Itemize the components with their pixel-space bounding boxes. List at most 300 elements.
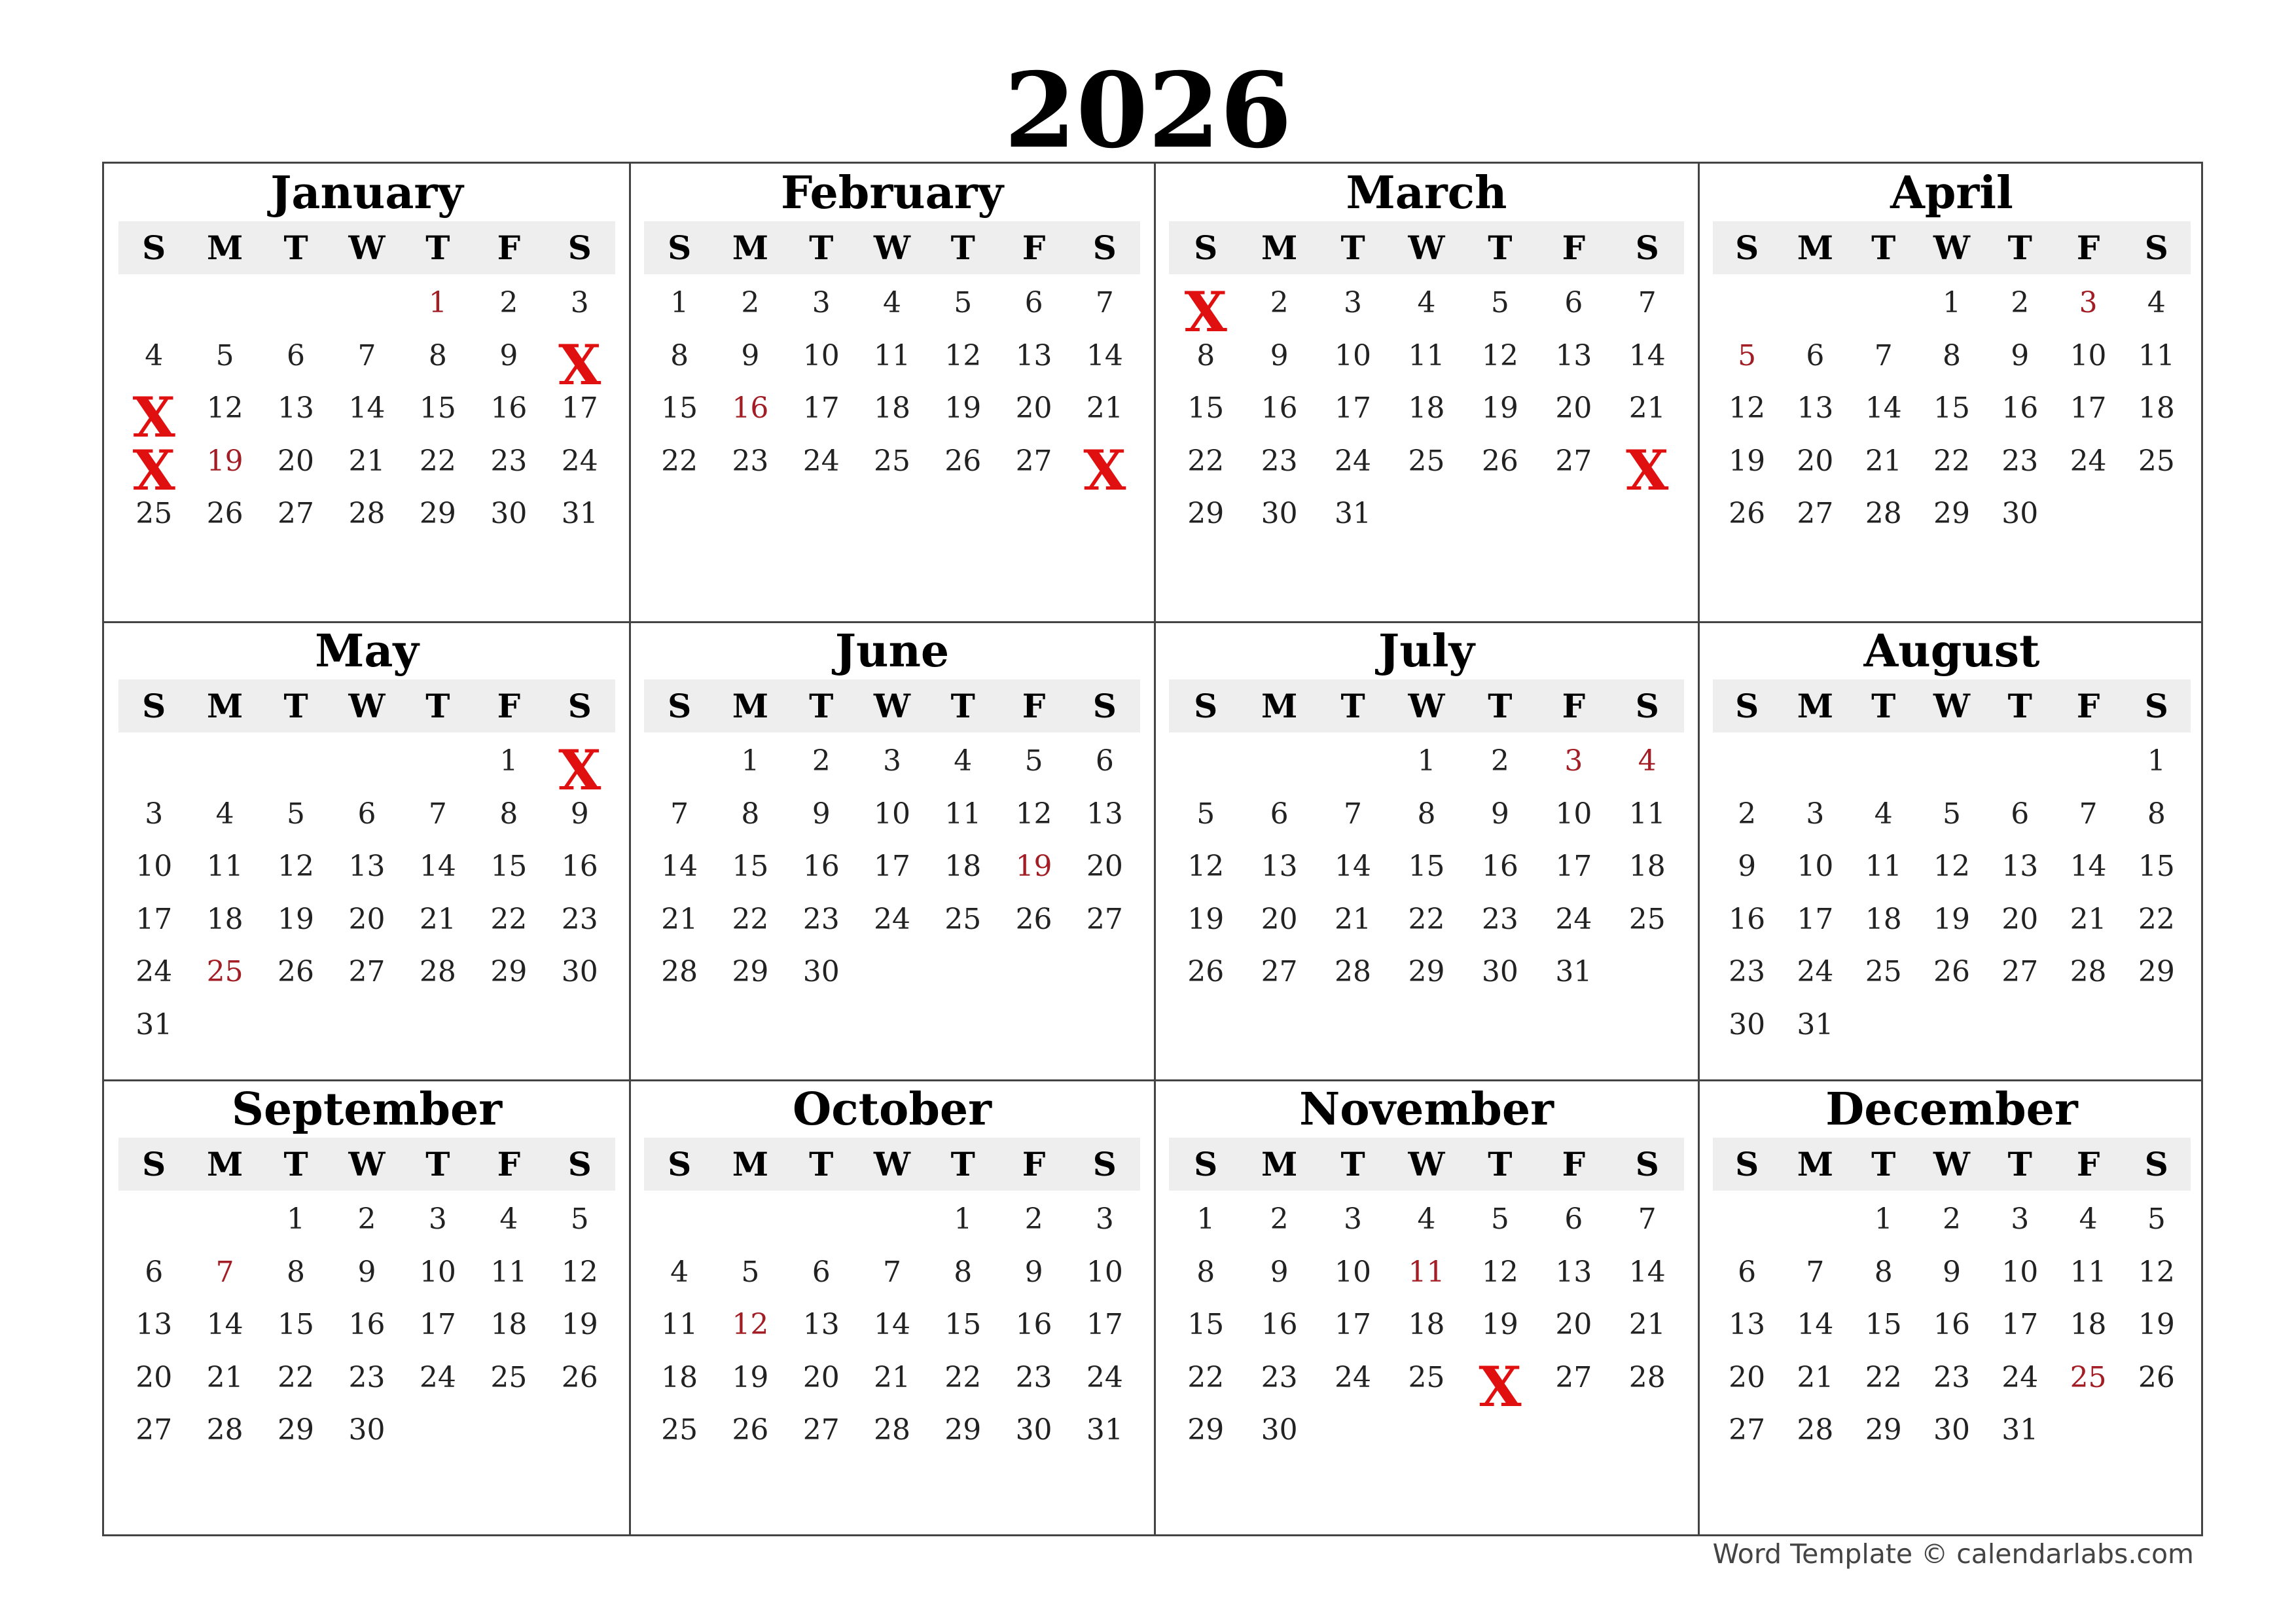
calendar-date: 18 xyxy=(2070,1308,2107,1341)
weekday-label: F xyxy=(1022,687,1046,725)
calendar-date: 19 xyxy=(732,1360,769,1394)
calendar-date: 2 xyxy=(1738,797,1757,831)
calendar-date: 24 xyxy=(1797,955,1834,988)
calendar-date: 26 xyxy=(2138,1360,2175,1394)
calendar-date: 17 xyxy=(873,850,910,883)
calendar-date: 21 xyxy=(348,444,386,478)
calendar-date: 25 xyxy=(1408,444,1445,478)
month-name: December xyxy=(1825,1083,2078,1136)
calendar-date: 7 xyxy=(1638,286,1657,319)
calendar-date: 20 xyxy=(1797,444,1834,478)
calendar-date: 27 xyxy=(1086,902,1123,936)
calendar-date: 9 xyxy=(1024,1255,1043,1289)
calendar-date: 17 xyxy=(135,902,173,936)
calendar-date: 26 xyxy=(1187,955,1225,988)
calendar-date: 3 xyxy=(570,286,589,319)
weekday-label: S xyxy=(1092,687,1117,725)
weekday-label: F xyxy=(497,1145,521,1183)
calendar-date: 24 xyxy=(873,902,910,936)
calendar-date: 20 xyxy=(1015,391,1052,425)
weekday-label: S xyxy=(1194,1145,1218,1183)
calendar-date: 3 xyxy=(145,797,164,831)
calendar-date: 15 xyxy=(944,1308,982,1341)
holiday-date: 19 xyxy=(206,444,243,478)
calendar-date: 12 xyxy=(944,338,982,372)
calendar-date: 28 xyxy=(419,955,456,988)
calendar-date: 9 xyxy=(499,338,518,372)
calendar-date: 24 xyxy=(802,444,840,478)
weekday-label: W xyxy=(1933,228,1971,267)
calendar-date: 15 xyxy=(661,391,698,425)
calendar-date: 3 xyxy=(1344,286,1363,319)
calendar-date: 2 xyxy=(1490,744,1509,778)
calendar-date: 10 xyxy=(1086,1255,1123,1289)
weekday-label: W xyxy=(873,1145,911,1183)
calendar-date: 17 xyxy=(1797,902,1834,936)
calendar-date: 11 xyxy=(2138,338,2175,372)
calendar-date: 6 xyxy=(1738,1255,1757,1289)
calendar-date: 24 xyxy=(2001,1360,2039,1394)
calendar-date: 30 xyxy=(1481,955,1518,988)
month-name: August xyxy=(1863,625,2040,677)
calendar-date: 10 xyxy=(2001,1255,2039,1289)
month-november xyxy=(1155,1080,1698,1538)
calendar-date: 1 xyxy=(1417,744,1436,778)
calendar-date: 8 xyxy=(1196,338,1215,372)
calendar-date: 16 xyxy=(1729,902,1766,936)
calendar-date: 17 xyxy=(2070,391,2107,425)
calendar-date: 14 xyxy=(1865,391,1902,425)
weekday-label: F xyxy=(1022,1145,1046,1183)
weekday-label: S xyxy=(1194,687,1218,725)
calendar-date: 20 xyxy=(278,444,315,478)
calendar-date: 27 xyxy=(1555,444,1592,478)
calendar-date: 13 xyxy=(1729,1308,1766,1341)
calendar-date: 4 xyxy=(882,286,901,319)
calendar-date: 7 xyxy=(428,797,447,831)
calendar-date: 29 xyxy=(1187,497,1225,530)
weekday-label: T xyxy=(1340,1145,1365,1183)
weekday-label: T xyxy=(1488,687,1513,725)
calendar-date: 21 xyxy=(661,902,698,936)
calendar-date: 31 xyxy=(1335,497,1372,530)
calendar-date: 7 xyxy=(670,797,689,831)
month-name: June xyxy=(834,625,950,677)
calendar-date: 25 xyxy=(2138,444,2175,478)
calendar-date: 10 xyxy=(419,1255,456,1289)
calendar-date: 23 xyxy=(732,444,769,478)
calendar-date: 8 xyxy=(428,338,447,372)
day-crossed-out-mark: X xyxy=(558,738,601,803)
calendar-date: 24 xyxy=(419,1360,456,1394)
calendar-date: 7 xyxy=(357,338,376,372)
calendar-date: 20 xyxy=(1555,391,1592,425)
calendar-date: 5 xyxy=(954,286,973,319)
calendar-date: 1 xyxy=(2147,744,2166,778)
year-calendar-grid xyxy=(102,162,2203,1536)
month-name: May xyxy=(315,625,419,677)
calendar-date: 18 xyxy=(661,1360,698,1394)
calendar-date: 19 xyxy=(1187,902,1225,936)
calendar-date: 20 xyxy=(802,1360,840,1394)
calendar-date: 14 xyxy=(1628,1255,1666,1289)
calendar-date: 22 xyxy=(419,444,456,478)
weekday-label: S xyxy=(2144,1145,2168,1183)
calendar-date: 22 xyxy=(2138,902,2175,936)
calendar-date: 23 xyxy=(1261,1360,1298,1394)
calendar-date: 1 xyxy=(954,1202,973,1236)
calendar-date: 9 xyxy=(1942,1255,1961,1289)
day-crossed-out-mark: X xyxy=(1626,437,1669,503)
calendar-date: 1 xyxy=(499,744,518,778)
calendar-date: 30 xyxy=(1261,1413,1298,1447)
calendar-date: 26 xyxy=(1933,955,1970,988)
calendar-date: 25 xyxy=(873,444,910,478)
calendar-date: 1 xyxy=(1942,286,1961,319)
calendar-date: 15 xyxy=(419,391,456,425)
calendar-date: 15 xyxy=(1933,391,1970,425)
calendar-date: 22 xyxy=(490,902,528,936)
weekday-label: T xyxy=(2007,1145,2032,1183)
calendar-date: 11 xyxy=(661,1308,698,1341)
weekday-label: W xyxy=(873,687,911,725)
calendar-date: 11 xyxy=(1865,850,1902,883)
weekday-label: S xyxy=(668,687,692,725)
calendar-date: 16 xyxy=(1261,391,1298,425)
calendar-date: 30 xyxy=(802,955,840,988)
holiday-date: 3 xyxy=(2079,286,2098,319)
weekday-label: W xyxy=(348,228,386,267)
calendar-date: 26 xyxy=(561,1360,598,1394)
calendar-date: 5 xyxy=(2147,1202,2166,1236)
calendar-date: 3 xyxy=(812,286,831,319)
weekday-label: S xyxy=(1735,687,1759,725)
calendar-date: 2 xyxy=(1942,1202,1961,1236)
calendar-date: 17 xyxy=(1555,850,1592,883)
weekday-label: T xyxy=(425,1145,450,1183)
weekday-label: W xyxy=(1933,687,1971,725)
calendar-date: 10 xyxy=(135,850,173,883)
calendar-date: 1 xyxy=(670,286,689,319)
calendar-date: 17 xyxy=(2001,1308,2039,1341)
calendar-date: 21 xyxy=(1628,391,1666,425)
calendar-date: 12 xyxy=(1729,391,1766,425)
calendar-date: 29 xyxy=(944,1413,982,1447)
calendar-date: 20 xyxy=(1729,1360,1766,1394)
calendar-date: 16 xyxy=(1933,1308,1970,1341)
calendar-date: 18 xyxy=(944,850,982,883)
calendar-year-title: 2026 xyxy=(1004,50,1292,171)
calendar-date: 5 xyxy=(1490,286,1509,319)
calendar-date: 28 xyxy=(1797,1413,1834,1447)
calendar-date: 12 xyxy=(561,1255,598,1289)
calendar-date: 14 xyxy=(206,1308,243,1341)
month-may xyxy=(104,622,630,1080)
weekday-label: S xyxy=(142,1145,166,1183)
calendar-date: 9 xyxy=(570,797,589,831)
calendar-date: 11 xyxy=(873,338,910,372)
weekday-label: S xyxy=(2144,687,2168,725)
weekday-label: F xyxy=(1562,1145,1586,1183)
calendar-date: 30 xyxy=(1729,1007,1766,1041)
calendar-date: 23 xyxy=(1481,902,1518,936)
calendar-date: 30 xyxy=(1933,1413,1970,1447)
calendar-date: 31 xyxy=(135,1007,173,1041)
weekday-label: F xyxy=(1562,228,1586,267)
calendar-date: 15 xyxy=(278,1308,315,1341)
weekday-label: M xyxy=(732,1145,769,1183)
weekday-label: S xyxy=(2144,228,2168,267)
weekday-label: F xyxy=(497,228,521,267)
template-credit: Word Template © calendarlabs.com xyxy=(1712,1538,2194,1570)
calendar-date: 1 xyxy=(1874,1202,1893,1236)
calendar-date: 31 xyxy=(1086,1413,1123,1447)
calendar-date: 31 xyxy=(1555,955,1592,988)
calendar-date: 12 xyxy=(1187,850,1225,883)
weekday-label: T xyxy=(425,228,450,267)
calendar-date: 27 xyxy=(1015,444,1052,478)
calendar-date: 13 xyxy=(278,391,315,425)
calendar-date: 19 xyxy=(1729,444,1766,478)
calendar-date: 13 xyxy=(2001,850,2039,883)
calendar-date: 5 xyxy=(1942,797,1961,831)
calendar-date: 28 xyxy=(661,955,698,988)
calendar-date: 10 xyxy=(1555,797,1592,831)
weekday-label: M xyxy=(732,228,769,267)
calendar-date: 6 xyxy=(357,797,376,831)
calendar-date: 13 xyxy=(348,850,386,883)
calendar-date: 18 xyxy=(873,391,910,425)
day-crossed-out-mark: X xyxy=(132,437,175,503)
weekday-label: S xyxy=(142,228,166,267)
calendar-date: 30 xyxy=(2001,497,2039,530)
calendar-date: 21 xyxy=(1865,444,1902,478)
calendar-date: 21 xyxy=(206,1360,243,1394)
weekday-label: T xyxy=(950,228,975,267)
weekday-label: S xyxy=(1635,228,1659,267)
calendar-date: 25 xyxy=(1628,902,1666,936)
calendar-date: 19 xyxy=(1933,902,1970,936)
weekday-label: W xyxy=(1408,687,1445,725)
calendar-date: 6 xyxy=(2011,797,2030,831)
month-december xyxy=(1698,1080,2205,1538)
calendar-date: 8 xyxy=(499,797,518,831)
calendar-date: 21 xyxy=(2070,902,2107,936)
calendar-date: 29 xyxy=(2138,955,2175,988)
weekday-label: T xyxy=(2007,228,2032,267)
calendar-date: 8 xyxy=(954,1255,973,1289)
calendar-date: 21 xyxy=(1086,391,1123,425)
calendar-date: 15 xyxy=(732,850,769,883)
calendar-date: 25 xyxy=(135,497,173,530)
calendar-date: 7 xyxy=(1095,286,1114,319)
month-february xyxy=(630,164,1155,622)
calendar-date: 30 xyxy=(348,1413,386,1447)
month-september xyxy=(104,1080,630,1538)
month-january xyxy=(104,164,630,622)
calendar-date: 11 xyxy=(2070,1255,2107,1289)
day-crossed-out-mark: X xyxy=(558,332,601,397)
calendar-date: 9 xyxy=(357,1255,376,1289)
calendar-date: 23 xyxy=(1261,444,1298,478)
calendar-date: 8 xyxy=(1417,797,1436,831)
calendar-date: 8 xyxy=(2147,797,2166,831)
weekday-label: M xyxy=(1797,1145,1834,1183)
calendar-date: 21 xyxy=(1797,1360,1834,1394)
calendar-date: 25 xyxy=(661,1413,698,1447)
weekday-label: W xyxy=(1408,1145,1445,1183)
calendar-date: 27 xyxy=(1797,497,1834,530)
calendar-date: 12 xyxy=(1933,850,1970,883)
day-crossed-out-mark: X xyxy=(132,385,175,450)
weekday-label: W xyxy=(1933,1145,1971,1183)
calendar-date: 23 xyxy=(348,1360,386,1394)
day-crossed-out-mark: X xyxy=(1083,437,1126,503)
weekday-label: M xyxy=(1261,228,1298,267)
weekday-label: S xyxy=(1194,228,1218,267)
calendar-date: 13 xyxy=(1261,850,1298,883)
calendar-date: 7 xyxy=(2079,797,2098,831)
calendar-date: 16 xyxy=(1481,850,1518,883)
calendar-date: 2 xyxy=(1270,1202,1289,1236)
month-august xyxy=(1698,622,2205,1080)
calendar-date: 22 xyxy=(1865,1360,1902,1394)
weekday-label: S xyxy=(567,228,592,267)
weekday-label: T xyxy=(950,687,975,725)
calendar-date: 26 xyxy=(206,497,243,530)
month-april xyxy=(1698,164,2205,622)
calendar-date: 2 xyxy=(499,286,518,319)
calendar-date: 22 xyxy=(278,1360,315,1394)
calendar-date: 2 xyxy=(812,744,831,778)
holiday-date: 19 xyxy=(1015,850,1052,883)
holiday-date: 16 xyxy=(732,391,769,425)
calendar-date: 5 xyxy=(741,1255,760,1289)
calendar-date: 17 xyxy=(419,1308,456,1341)
weekday-label: W xyxy=(873,228,911,267)
month-name: January xyxy=(270,167,463,219)
calendar-date: 17 xyxy=(1335,1308,1372,1341)
calendar-date: 25 xyxy=(944,902,982,936)
weekday-label: M xyxy=(1261,687,1298,725)
calendar-date: 29 xyxy=(490,955,528,988)
calendar-date: 13 xyxy=(802,1308,840,1341)
holiday-date: 25 xyxy=(2070,1360,2107,1394)
calendar-date: 25 xyxy=(1865,955,1902,988)
calendar-date: 16 xyxy=(2001,391,2039,425)
calendar-date: 23 xyxy=(490,444,528,478)
calendar-date: 25 xyxy=(1408,1360,1445,1394)
calendar-date: 22 xyxy=(1408,902,1445,936)
calendar-date: 1 xyxy=(1196,1202,1215,1236)
calendar-date: 18 xyxy=(1628,850,1666,883)
calendar-date: 7 xyxy=(1638,1202,1657,1236)
calendar-date: 27 xyxy=(135,1413,173,1447)
day-crossed-out-mark: X xyxy=(1479,1354,1522,1419)
calendar-date: 27 xyxy=(802,1413,840,1447)
calendar-date: 17 xyxy=(1086,1308,1123,1341)
calendar-date: 31 xyxy=(561,497,598,530)
calendar-date: 5 xyxy=(1196,797,1215,831)
calendar-date: 13 xyxy=(1086,797,1123,831)
weekday-label: T xyxy=(283,1145,308,1183)
calendar-date: 23 xyxy=(1729,955,1766,988)
calendar-date: 8 xyxy=(1196,1255,1215,1289)
calendar-date: 19 xyxy=(1481,391,1518,425)
calendar-date: 24 xyxy=(2070,444,2107,478)
calendar-date: 15 xyxy=(1408,850,1445,883)
calendar-date: 11 xyxy=(490,1255,528,1289)
calendar-date: 19 xyxy=(2138,1308,2175,1341)
day-crossed-out-mark: X xyxy=(1184,280,1227,344)
calendar-date: 9 xyxy=(1270,1255,1289,1289)
calendar-date: 17 xyxy=(561,391,598,425)
calendar-date: 16 xyxy=(1261,1308,1298,1341)
calendar-date: 16 xyxy=(1015,1308,1052,1341)
calendar-date: 14 xyxy=(419,850,456,883)
holiday-date: 4 xyxy=(1638,744,1657,778)
weekday-label: S xyxy=(142,687,166,725)
calendar-date: 2 xyxy=(1024,1202,1043,1236)
calendar-date: 26 xyxy=(1729,497,1766,530)
calendar-date: 8 xyxy=(1942,338,1961,372)
calendar-date: 30 xyxy=(1261,497,1298,530)
calendar-date: 27 xyxy=(1555,1360,1592,1394)
calendar-date: 29 xyxy=(419,497,456,530)
holiday-date: 3 xyxy=(1564,744,1583,778)
weekday-label: S xyxy=(668,1145,692,1183)
calendar-date: 13 xyxy=(1797,391,1834,425)
calendar-date: 8 xyxy=(741,797,760,831)
calendar-date: 13 xyxy=(1555,1255,1592,1289)
calendar-date: 28 xyxy=(1865,497,1902,530)
calendar-date: 29 xyxy=(1933,497,1970,530)
calendar-date: 16 xyxy=(561,850,598,883)
weekday-label: S xyxy=(1635,1145,1659,1183)
calendar-date: 10 xyxy=(1797,850,1834,883)
calendar-date: 24 xyxy=(1086,1360,1123,1394)
calendar-date: 18 xyxy=(1408,391,1445,425)
calendar-date: 4 xyxy=(215,797,234,831)
calendar-date: 6 xyxy=(1024,286,1043,319)
calendar-date: 4 xyxy=(1874,797,1893,831)
weekday-label: T xyxy=(283,687,308,725)
calendar-date: 29 xyxy=(1187,1413,1225,1447)
calendar-date: 6 xyxy=(1564,1202,1583,1236)
month-name: March xyxy=(1346,167,1507,219)
month-name: October xyxy=(792,1083,992,1136)
calendar-date: 11 xyxy=(944,797,982,831)
weekday-label: M xyxy=(206,1145,243,1183)
weekday-label: T xyxy=(809,1145,834,1183)
calendar-date: 20 xyxy=(1555,1308,1592,1341)
calendar-date: 4 xyxy=(1417,286,1436,319)
calendar-date: 5 xyxy=(570,1202,589,1236)
calendar-date: 4 xyxy=(1417,1202,1436,1236)
calendar-date: 3 xyxy=(2011,1202,2030,1236)
calendar-date: 14 xyxy=(661,850,698,883)
weekday-label: W xyxy=(348,1145,386,1183)
calendar-date: 21 xyxy=(1335,902,1372,936)
calendar-date: 6 xyxy=(287,338,306,372)
month-name: February xyxy=(780,167,1004,219)
weekday-label: S xyxy=(1735,1145,1759,1183)
calendar-date: 23 xyxy=(2001,444,2039,478)
weekday-label: T xyxy=(1871,687,1896,725)
calendar-date: 13 xyxy=(1555,338,1592,372)
calendar-date: 30 xyxy=(1015,1413,1052,1447)
weekday-label: S xyxy=(567,687,592,725)
